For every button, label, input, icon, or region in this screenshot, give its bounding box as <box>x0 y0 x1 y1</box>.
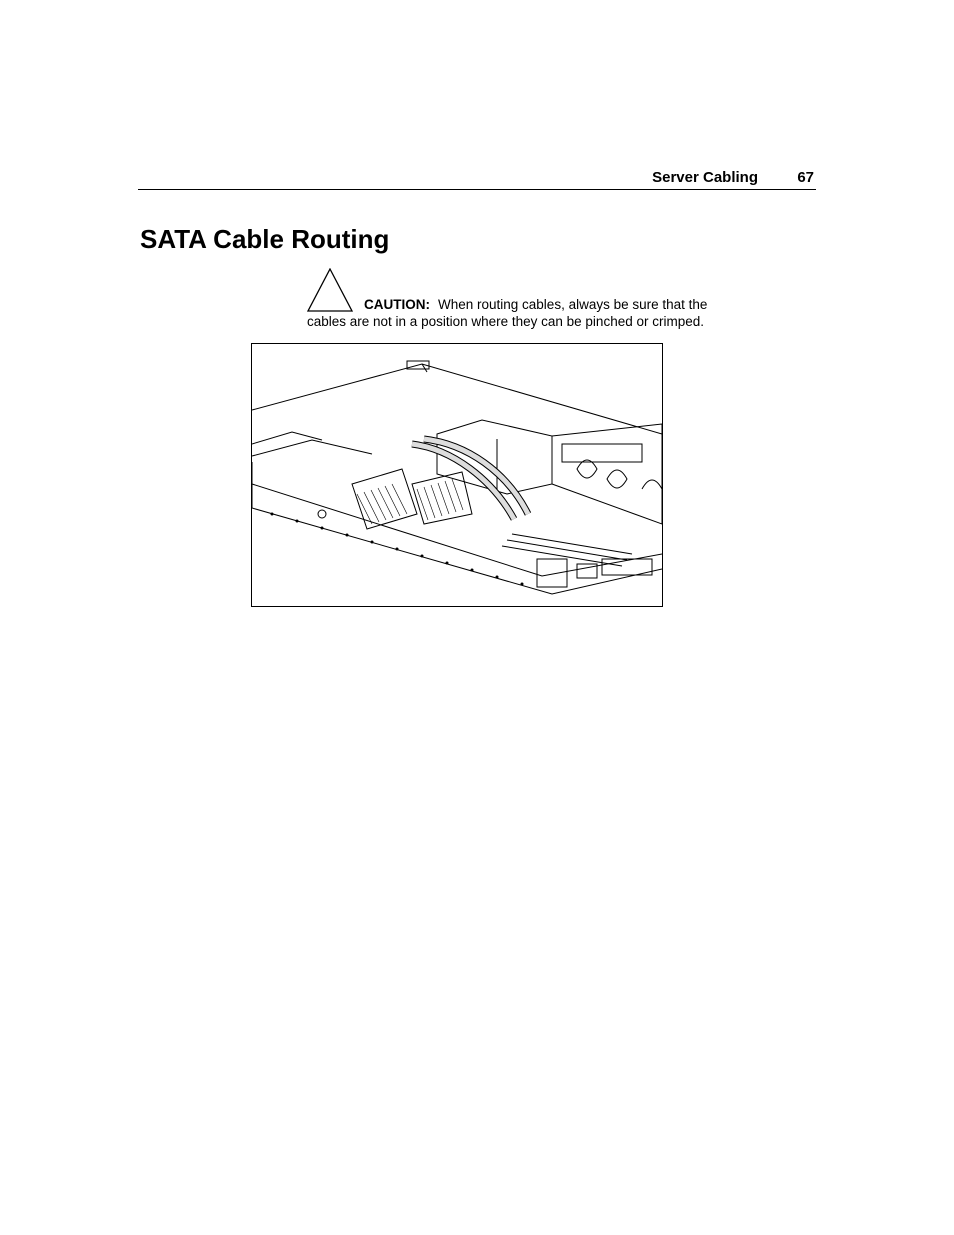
server-chassis-illustration <box>252 344 662 606</box>
caution-label: CAUTION: <box>364 297 430 312</box>
caution-line-1 <box>307 296 727 313</box>
header-section-title: Server Cabling <box>652 169 758 186</box>
sata-cable-routing-figure <box>251 343 663 607</box>
caution-text-line1: When routing cables, always be sure that the <box>438 297 708 312</box>
caution-line-2: cables are not in a position where they can be pinched or crimped. <box>307 314 704 329</box>
caution-note <box>307 296 727 330</box>
header-page-number: 67 <box>797 169 814 186</box>
page-title: SATA Cable Routing <box>140 224 390 254</box>
running-header <box>138 168 816 190</box>
